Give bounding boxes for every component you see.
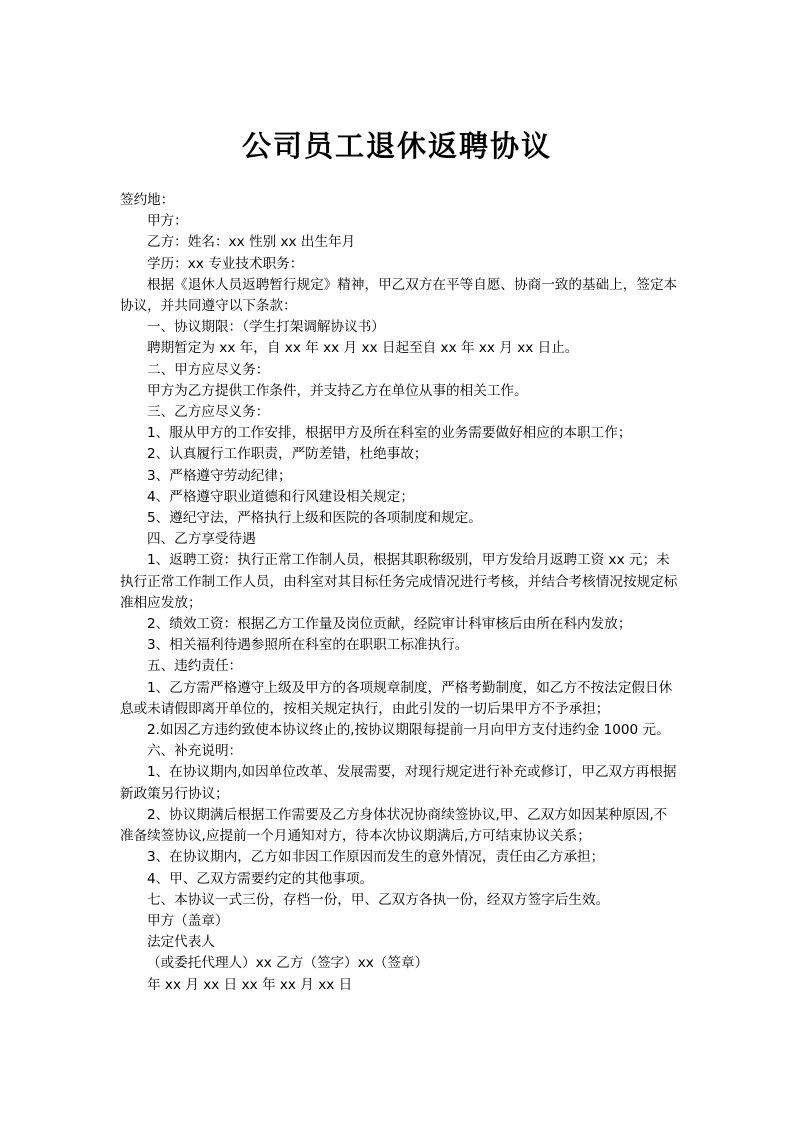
agent-signature-line: （或委托代理人）xx 乙方（签字）xx（签章） [147,955,429,972]
document-title: 公司员工退休返聘协议 [241,129,552,163]
supplement-item-3: 3、在协议期内，乙方如非因工作原因而发生的意外情况，责任由乙方承担； [147,849,605,866]
benefit-item-2: 2、绩效工资：根据乙方工作量及岗位贡献，经院审计科审核后由所在科内发放； [147,616,632,633]
section-5-heading: 五、违约责任： [147,658,243,675]
party-b-line: 乙方：姓名：xx 性别 xx 出生年月 [147,234,356,251]
liability-item-2: 2.如因乙方违约致使本协议终止的,按协议期限每提前一月向甲方支付违约金 1000 元。 [147,722,670,739]
section-6-heading: 六、补充说明： [147,743,243,760]
duty-item-5: 5、遵纪守法，严格执行上级和医院的各项制度和规定。 [147,510,482,527]
supplement-item-1: 1、在协议期内,如因单位改革、发展需要，对现行规定进行补充或修订，甲乙双方再根据新政策另行协议； [120,764,677,802]
section-4-heading: 四、乙方享受待遇 [147,531,256,548]
section-1-heading: 一、协议期限：（学生打架调解协议书） [147,319,385,336]
legal-representative-line: 法定代表人 [147,934,215,951]
term-line: 聘期暂定为 xx 年，自 xx 年 xx 月 xx 日起至自 xx 年 xx 月 xx 日止。 [147,340,579,357]
supplement-item-2: 2、协议期满后根据工作需要及乙方身体状况协商续签协议,甲、乙双方如因某种原因,不准备续签协议,应提前一个月通知对方，待本次协议期满后,方可结束协议关系； [120,806,668,845]
benefit-item-1: 1、返聘工资：执行正常工作制人员，根据其职称级别，甲方发给月返聘工资 xx 元；未执行正常工作制工作人员，由科室对其目标任务完成情况进行考核，并结合考核情况按规定标准相应发放； [120,552,678,611]
section-2-heading: 二、甲方应尽义务： [147,361,270,378]
liability-item-1: 1、乙方需严格遵守上级及甲方的各项规章制度，严格考勤制度，如乙方不按法定假日休息或未请假即离开单位的，按相关规定执行，由此引发的一切后果甲方不予承担； [120,679,673,717]
document-body [120,190,678,996]
benefit-item-3: 3、相关福利待遇参照所在科室的在职职工标准执行。 [147,637,469,654]
preamble-paragraph: 根据《退休人员返聘暂行规定》精神，甲乙双方在平等自愿、协商一致的基础上，签定本协议，并共同遵守以下条款： [120,276,678,315]
party-a-duty-line: 甲方为乙方提供工作条件，并支持乙方在单位从事的相关工作。 [147,382,528,399]
signing-place-line: 签约地： [120,192,175,208]
section-7-line: 七、本协议一式三份，存档一份，甲、乙双方各执一份，经双方签字后生效。 [147,891,610,908]
party-a-seal-line: 甲方（盖章） [147,912,229,929]
duty-item-1: 1、服从甲方的工作安排，根据甲方及所在科室的业务需要做好相应的本职工作； [147,425,632,442]
party-a-line: 甲方： [147,213,188,230]
supplement-item-4: 4、甲、乙双方需要约定的其他事项。 [147,870,374,887]
duty-item-4: 4、严格遵守职业道德和行风建设相关规定； [147,488,414,505]
section-3-heading: 三、乙方应尽义务： [147,404,270,421]
date-line: 年 xx 月 xx 日 xx 年 xx 月 xx 日 [147,976,353,993]
duty-item-3: 3、严格遵守劳动纪律； [147,467,292,484]
duty-item-2: 2、认真履行工作职责，严防差错，杜绝事故； [147,446,428,463]
education-line: 学历：xx 专业技术职务： [147,255,304,272]
